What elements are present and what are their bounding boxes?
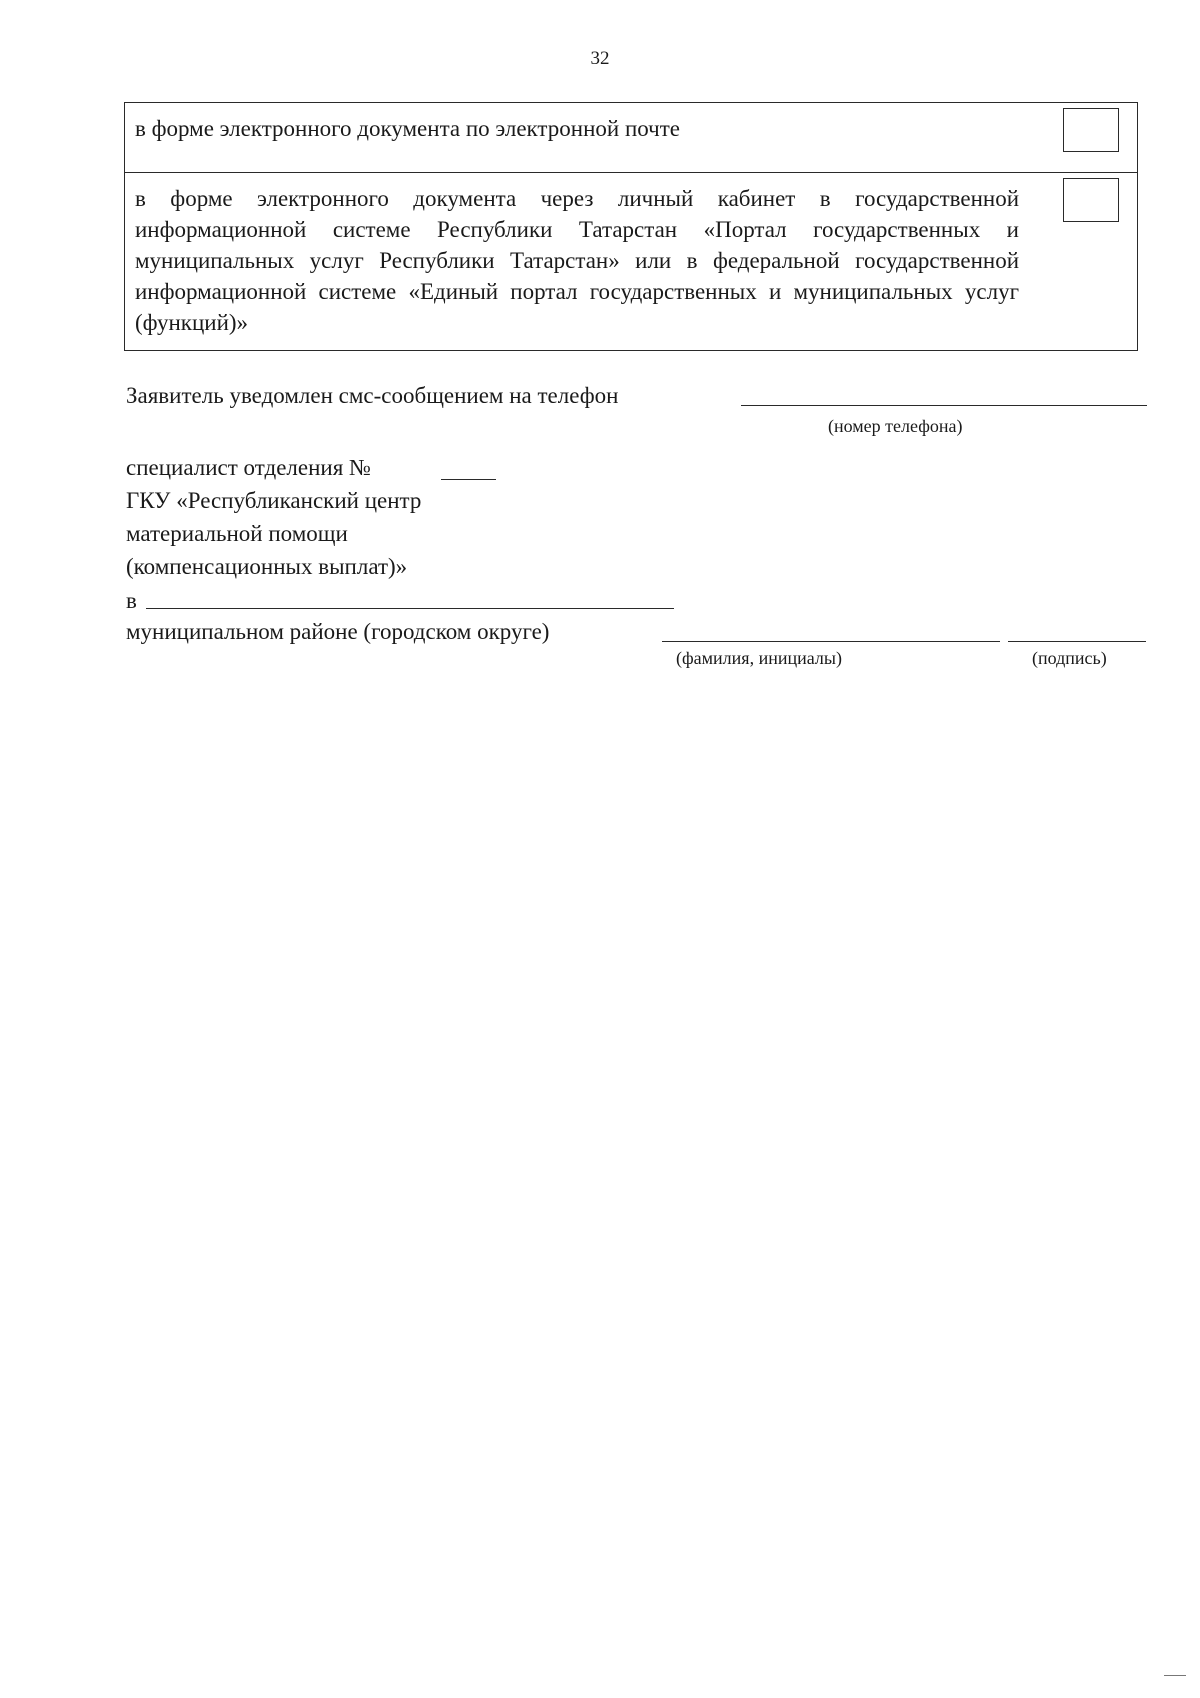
specialist-municipality-label: муниципальном районе (городском округе) — [126, 619, 550, 644]
specialist-org-line-3: (компенсационных выплат)» — [126, 554, 408, 579]
specialist-name-caption: (фамилия, инициалы) — [676, 648, 842, 668]
specialist-signature-caption: (подпись) — [1032, 648, 1107, 668]
specialist-org-line-2: материальной помощи — [126, 521, 348, 546]
phone-number-caption: (номер телефона) — [828, 416, 963, 436]
specialist-location-prefix: в — [126, 588, 137, 613]
scan-corner-mark — [1164, 1675, 1186, 1676]
specialist-department-label: специалист отделения № — [126, 455, 371, 480]
phone-number-field[interactable] — [741, 405, 1147, 406]
specialist-signature-field[interactable] — [1008, 641, 1146, 642]
option-email-checkbox[interactable] — [1063, 108, 1119, 152]
page-number: 32 — [590, 48, 610, 69]
sms-notice-label: Заявитель уведомлен смс-сообщением на телефон — [126, 383, 619, 408]
specialist-name-field[interactable] — [662, 641, 1000, 642]
delivery-options-table — [124, 102, 1138, 351]
municipality-name-field[interactable] — [146, 608, 674, 609]
option-portal-label: в форме электронного документа через личный кабинет в государственной информационной системе Республики Татарстан «Портал государственных и муниципальных услуг Республики Татарстан» или в федеральной государственной информационной системе «Единый портал государственных и муниципальных услуг (функций)» — [135, 186, 1019, 335]
option-email-label: в форме электронного документа по электронной почте — [135, 116, 680, 141]
department-number-field[interactable] — [441, 479, 496, 480]
specialist-org-line-1: ГКУ «Республиканский центр — [126, 488, 422, 513]
option-row-email — [125, 103, 1137, 172]
option-portal-checkbox[interactable] — [1063, 178, 1119, 222]
option-row-portal — [125, 172, 1137, 350]
